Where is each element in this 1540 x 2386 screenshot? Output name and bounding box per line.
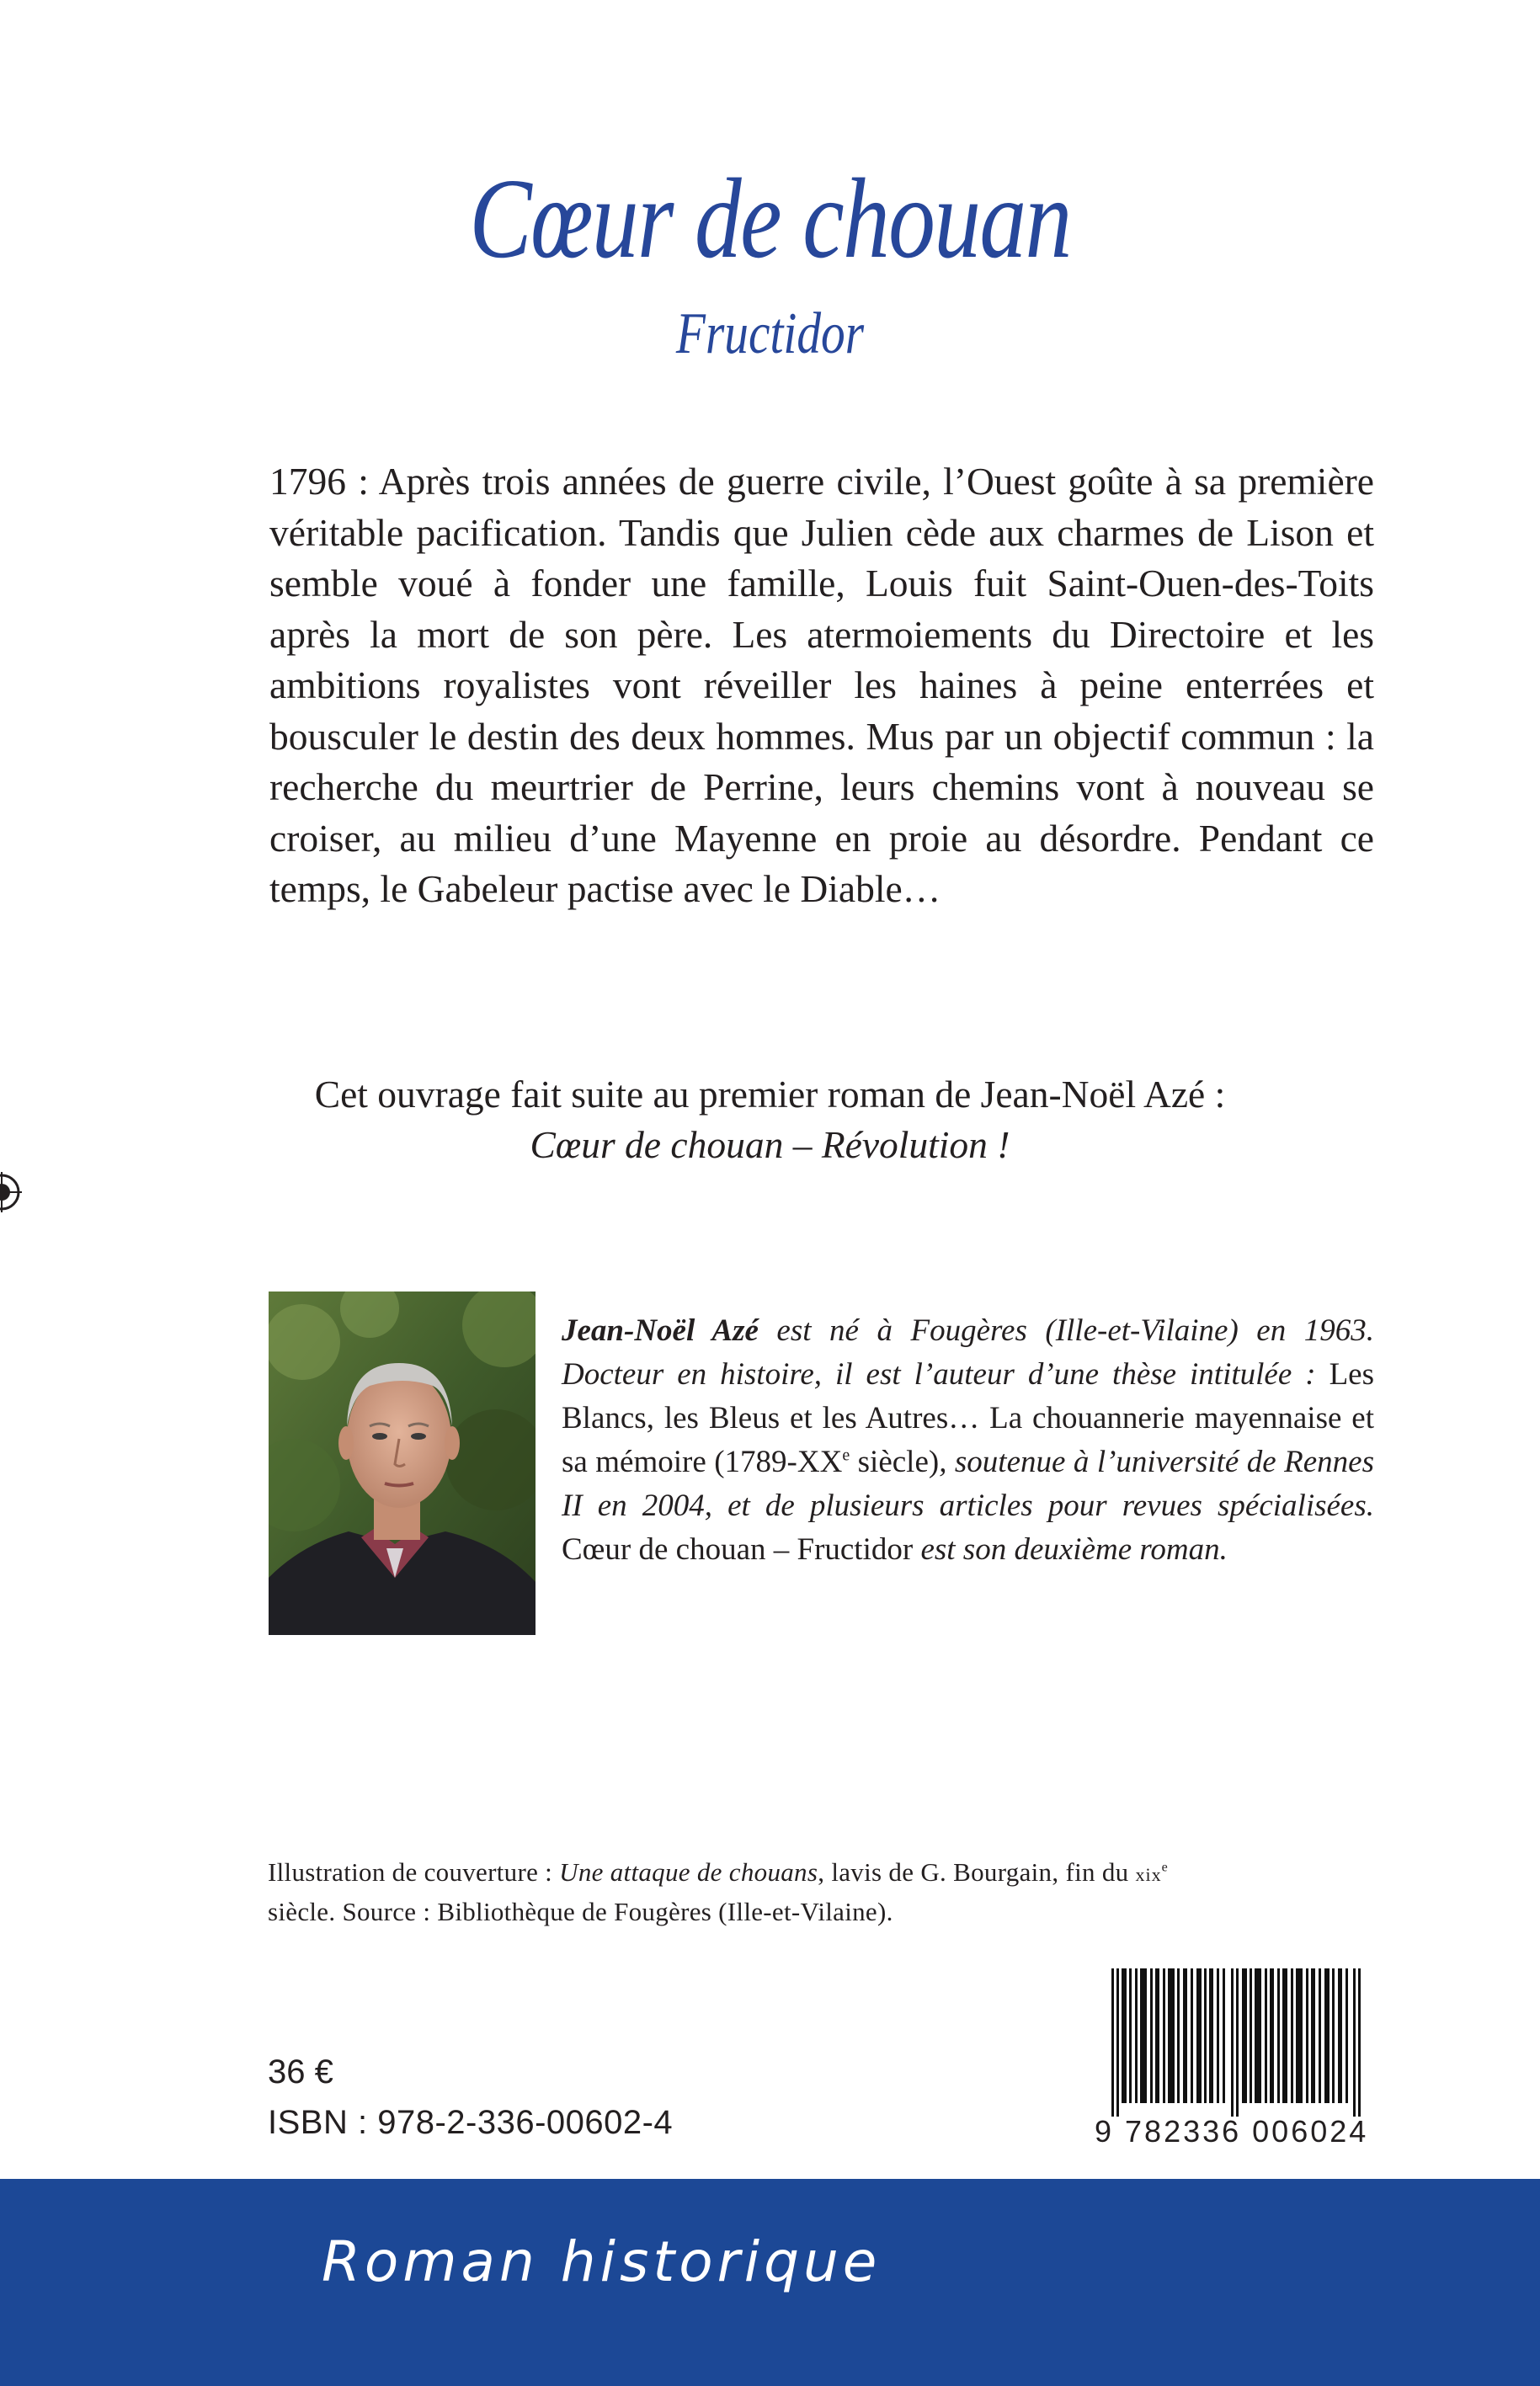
price: 36 € (268, 2053, 333, 2090)
credit-prefix: Illustration de couverture : (268, 1857, 560, 1887)
thesis-title-part-2: siècle) (850, 1445, 940, 1479)
blurb-paragraph: 1796 : Après trois années de guerre civile, l’Ouest goûte à sa première véritable pacification. Tandis que Julien cède aux charmes de Lison et semble voué à fonder une famille, Louis fuit Saint-Ouen-des-Toits après la mort de son père. Les atermoiements du Directoire et les ambitions royalistes vont réveiller les haines à peine enterrées et bousculer le destin des deux hommes. Mus par un objectif commun : la recherche du meurtrier de Perrine, leurs chemins vont à nouveau se croiser, au milieu d’une Mayenne en proie au désordre. Pendant ce temps, le Gabeleur pactise avec le Diable… (269, 460, 1374, 910)
previous-novel-title: Cœur de chouan – Révolution ! (530, 1123, 1010, 1166)
author-bio (562, 1309, 1374, 1572)
back-cover-blurb (269, 456, 1374, 915)
author-photo (269, 1292, 536, 1635)
thesis-title-part-1: Les Blancs, les Bleus et les Autres… La chouannerie mayennaise et sa mémoire (1789-XX (562, 1357, 1374, 1479)
credit-work-title: Une attaque de chouans (559, 1857, 818, 1887)
isbn: ISBN : 978-2-336-00602-4 (268, 2104, 674, 2141)
credit-century-superscript: e (1161, 1860, 1169, 1875)
book-subtitle: Fructidor (675, 301, 865, 366)
series-note (0, 1069, 1540, 1170)
bio-text-3: est son deuxième roman. (913, 1532, 1228, 1567)
book-title: Cœur de chouan (469, 156, 1071, 282)
illustration-credit (268, 1854, 1194, 1931)
bio-text-1: est né à Fougères (Ille-et-Vilaine) en 1963. Docteur en histoire, il est l’auteur d’une thèse intitulée : (562, 1313, 1374, 1392)
barcode (1110, 1968, 1362, 2117)
book-title-reference: Cœur de chouan – Fructidor (562, 1532, 914, 1567)
author-name: Jean-Noël Azé (562, 1313, 759, 1348)
credit-mid: , lavis de G. Bourgain, fin du (818, 1857, 1136, 1887)
credit-suffix: siècle. Source : Bibliothèque de Fougères (Ille-et-Vilaine). (268, 1897, 893, 1926)
thesis-superscript: e (842, 1446, 850, 1465)
series-note-line: Cet ouvrage fait suite au premier roman de Jean-Noël Azé : (314, 1073, 1226, 1116)
bio-text-2: , soutenue à l’université de Rennes II en 2004, et de plusieurs articles pour revues spécialisées. (562, 1445, 1374, 1523)
genre-label: Roman historique (322, 2229, 882, 2294)
credit-century: xix (1135, 1864, 1162, 1885)
barcode-digits: 9 782336 006024 (1095, 2114, 1369, 2149)
author-bio-paragraph (562, 1309, 1374, 1572)
registration-mark-icon (0, 1172, 22, 1212)
